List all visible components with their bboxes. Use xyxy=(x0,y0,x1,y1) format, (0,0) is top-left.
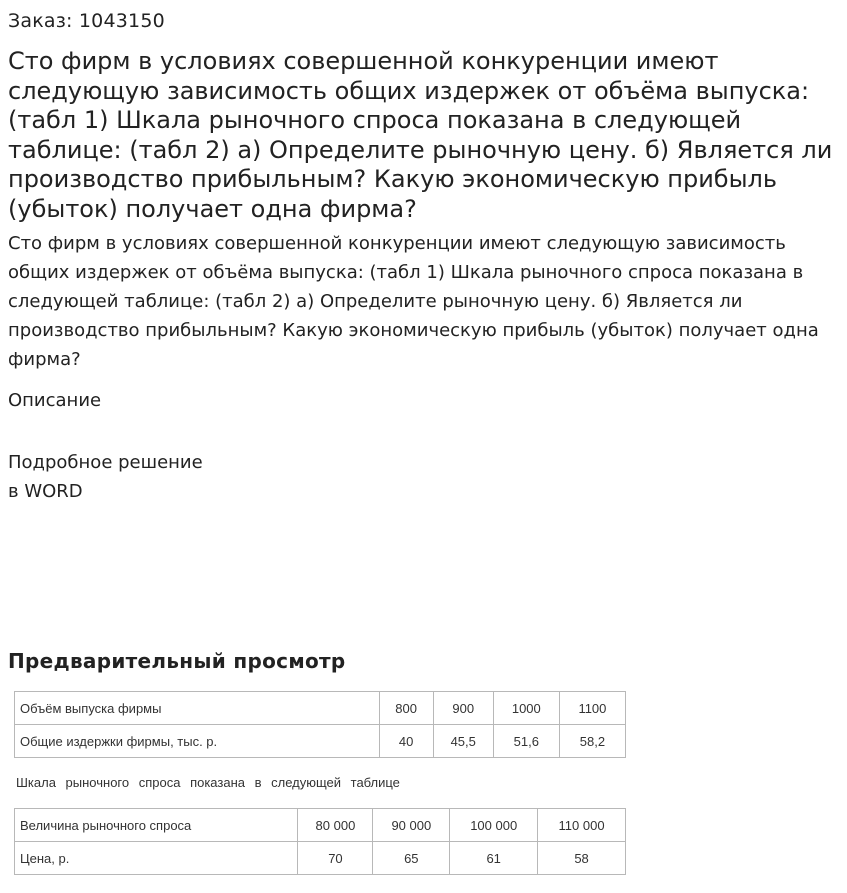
table-row xyxy=(15,842,626,875)
table-cell: 80 000 xyxy=(298,809,373,842)
solution-line-2: в WORD xyxy=(8,481,83,502)
solution-line-1: Подробное решение xyxy=(8,452,203,473)
table-cell: 61 xyxy=(450,842,538,875)
table-cell: 1000 xyxy=(493,692,559,725)
description-label: Описание xyxy=(8,390,102,411)
row-label: Общие издержки фирмы, тыс. р. xyxy=(15,725,380,758)
table-row xyxy=(15,692,626,725)
solution-info xyxy=(8,448,203,506)
table-cell: 58,2 xyxy=(559,725,625,758)
table-row xyxy=(15,809,626,842)
table-caption: Шкала рыночного спроса показана в следующей таблице xyxy=(16,775,400,790)
table-cell: 800 xyxy=(379,692,433,725)
cost-table xyxy=(14,691,626,758)
task-description: Сто фирм в условиях совершенной конкуренции имеют следующую зависимость общих издержек от объёма выпуска: (табл 1) Шкала рыночного спроса показана в следующей таблице: (табл 2) а) Определите рыночную цену. б) Является ли производство прибыльным? Какую экономическую прибыль (убыток) получает одна фирма? xyxy=(8,233,819,370)
table-cell: 65 xyxy=(373,842,450,875)
table-cell: 70 xyxy=(298,842,373,875)
row-label: Цена, р. xyxy=(15,842,298,875)
preview-heading: Предварительный просмотр xyxy=(8,649,346,673)
table-cell: 900 xyxy=(433,692,493,725)
row-label: Объём выпуска фирмы xyxy=(15,692,380,725)
row-label: Величина рыночного спроса xyxy=(15,809,298,842)
table-cell: 40 xyxy=(379,725,433,758)
demand-table xyxy=(14,808,626,875)
page-title: Сто фирм в условиях совершенной конкуренции имеют следующую зависимость общих издержек от объёма выпуска: (табл 1) Шкала рыночного спроса показана в следующей таблице: (табл 2) а) Определите рыночную цену. б) Является ли производство прибыльным? Какую экономическую прибыль (убыток) получает одна фирма? xyxy=(8,47,833,223)
table-cell: 58 xyxy=(538,842,626,875)
table-cell: 1100 xyxy=(559,692,625,725)
table-row xyxy=(15,725,626,758)
table-cell: 45,5 xyxy=(433,725,493,758)
order-number: Заказ: 1043150 xyxy=(8,10,165,32)
table-cell: 100 000 xyxy=(450,809,538,842)
table-cell: 51,6 xyxy=(493,725,559,758)
table-cell: 90 000 xyxy=(373,809,450,842)
table-cell: 110 000 xyxy=(538,809,626,842)
